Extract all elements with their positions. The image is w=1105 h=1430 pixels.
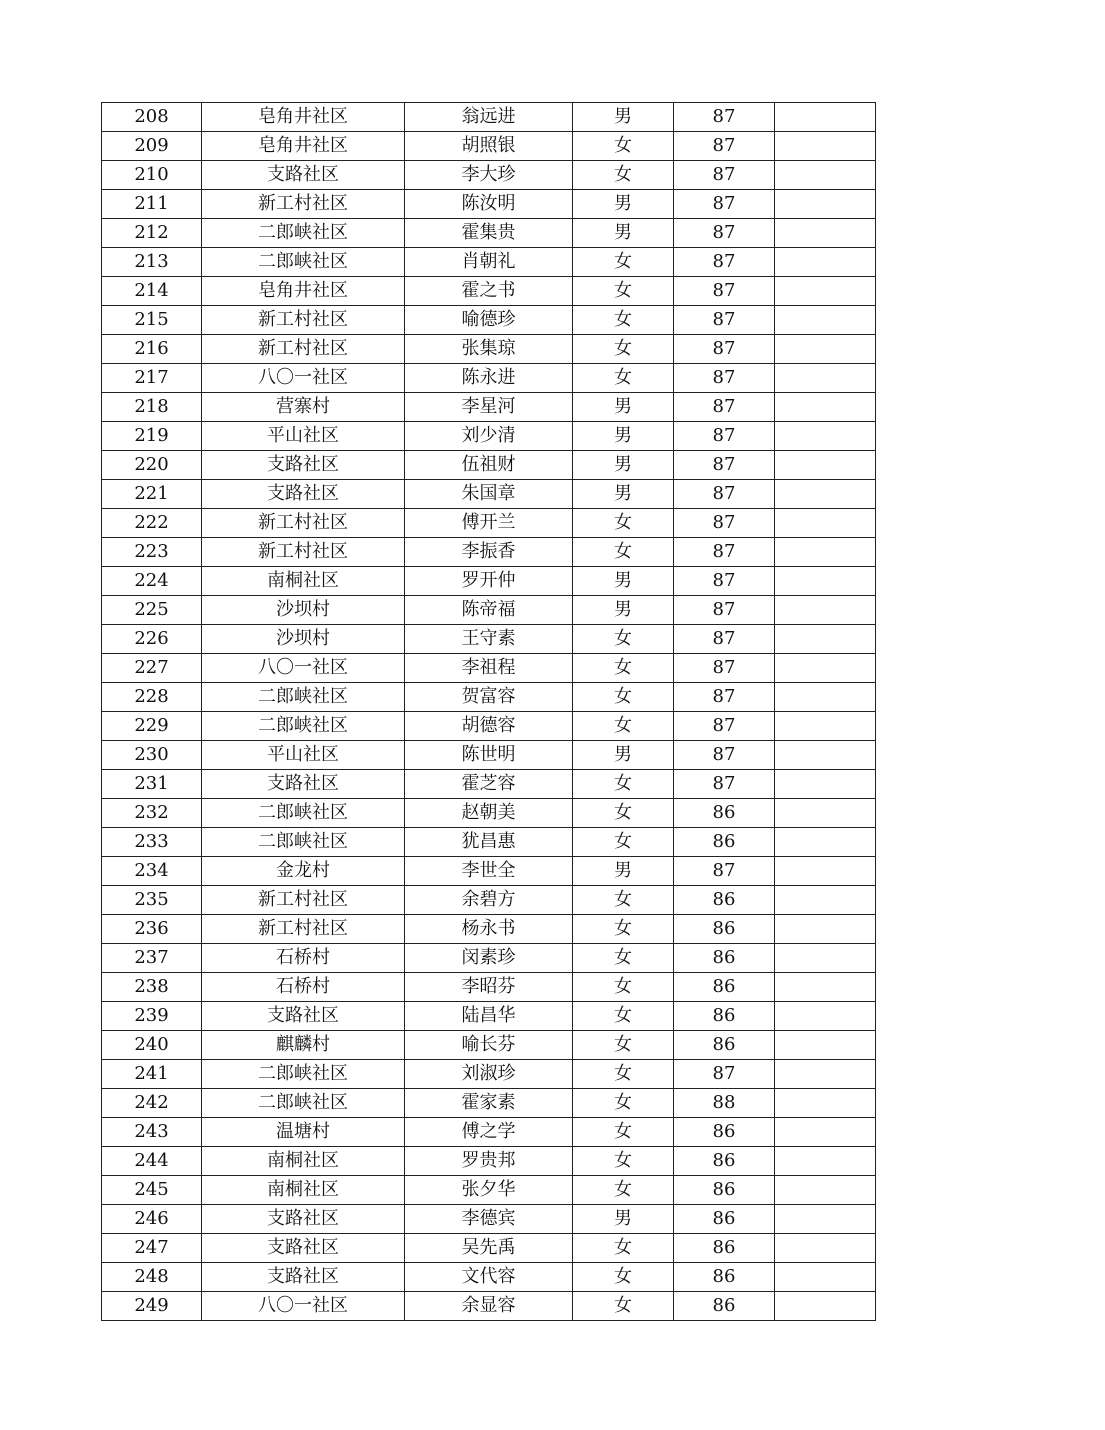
gender-cell: 女 bbox=[573, 132, 674, 161]
note-cell bbox=[775, 248, 876, 277]
note-cell bbox=[775, 1147, 876, 1176]
table-row bbox=[102, 1234, 876, 1263]
row-number-cell: 229 bbox=[102, 712, 202, 741]
score-cell: 87 bbox=[674, 741, 775, 770]
name-cell: 李祖程 bbox=[405, 654, 573, 683]
row-number-cell: 236 bbox=[102, 915, 202, 944]
community-cell: 支路社区 bbox=[202, 1263, 405, 1292]
score-cell: 87 bbox=[674, 567, 775, 596]
name-cell: 犹昌惠 bbox=[405, 828, 573, 857]
gender-cell: 女 bbox=[573, 306, 674, 335]
score-cell: 87 bbox=[674, 451, 775, 480]
community-cell: 温塘村 bbox=[202, 1118, 405, 1147]
table-row bbox=[102, 886, 876, 915]
note-cell bbox=[775, 1118, 876, 1147]
gender-cell: 女 bbox=[573, 1176, 674, 1205]
gender-cell: 女 bbox=[573, 1089, 674, 1118]
name-cell: 肖朝礼 bbox=[405, 248, 573, 277]
name-cell: 喻德珍 bbox=[405, 306, 573, 335]
name-cell: 霍集贵 bbox=[405, 219, 573, 248]
name-cell: 闵素珍 bbox=[405, 944, 573, 973]
gender-cell: 男 bbox=[573, 1205, 674, 1234]
note-cell bbox=[775, 712, 876, 741]
row-number-cell: 221 bbox=[102, 480, 202, 509]
score-cell: 86 bbox=[674, 1118, 775, 1147]
table-row bbox=[102, 625, 876, 654]
name-cell: 罗贵邦 bbox=[405, 1147, 573, 1176]
gender-cell: 男 bbox=[573, 857, 674, 886]
community-cell: 皂角井社区 bbox=[202, 103, 405, 132]
gender-cell: 女 bbox=[573, 1002, 674, 1031]
community-cell: 支路社区 bbox=[202, 480, 405, 509]
score-cell: 87 bbox=[674, 1060, 775, 1089]
community-cell: 支路社区 bbox=[202, 451, 405, 480]
table-row bbox=[102, 1147, 876, 1176]
community-cell: 新工村社区 bbox=[202, 915, 405, 944]
row-number-cell: 247 bbox=[102, 1234, 202, 1263]
gender-cell: 女 bbox=[573, 770, 674, 799]
gender-cell: 男 bbox=[573, 103, 674, 132]
table-row bbox=[102, 1176, 876, 1205]
score-cell: 87 bbox=[674, 306, 775, 335]
table-row bbox=[102, 335, 876, 364]
row-number-cell: 228 bbox=[102, 683, 202, 712]
community-cell: 沙坝村 bbox=[202, 596, 405, 625]
note-cell bbox=[775, 828, 876, 857]
row-number-cell: 241 bbox=[102, 1060, 202, 1089]
community-cell: 二郎峡社区 bbox=[202, 1060, 405, 1089]
gender-cell: 女 bbox=[573, 335, 674, 364]
community-cell: 二郎峡社区 bbox=[202, 799, 405, 828]
community-cell: 南桐社区 bbox=[202, 567, 405, 596]
row-number-cell: 230 bbox=[102, 741, 202, 770]
community-cell: 平山社区 bbox=[202, 741, 405, 770]
table-row bbox=[102, 248, 876, 277]
name-cell: 翁远进 bbox=[405, 103, 573, 132]
gender-cell: 女 bbox=[573, 973, 674, 1002]
score-cell: 86 bbox=[674, 1292, 775, 1321]
community-cell: 南桐社区 bbox=[202, 1147, 405, 1176]
name-cell: 李星河 bbox=[405, 393, 573, 422]
score-cell: 86 bbox=[674, 973, 775, 1002]
score-cell: 87 bbox=[674, 625, 775, 654]
note-cell bbox=[775, 306, 876, 335]
note-cell bbox=[775, 509, 876, 538]
name-cell: 李振香 bbox=[405, 538, 573, 567]
name-cell: 杨永书 bbox=[405, 915, 573, 944]
table-row bbox=[102, 538, 876, 567]
gender-cell: 男 bbox=[573, 393, 674, 422]
score-cell: 86 bbox=[674, 944, 775, 973]
table-row bbox=[102, 306, 876, 335]
community-cell: 支路社区 bbox=[202, 1002, 405, 1031]
note-cell bbox=[775, 393, 876, 422]
gender-cell: 女 bbox=[573, 799, 674, 828]
note-cell bbox=[775, 741, 876, 770]
gender-cell: 女 bbox=[573, 886, 674, 915]
table-row bbox=[102, 393, 876, 422]
name-cell: 文代容 bbox=[405, 1263, 573, 1292]
name-cell: 张夕华 bbox=[405, 1176, 573, 1205]
table-row bbox=[102, 1263, 876, 1292]
table-row bbox=[102, 190, 876, 219]
table-row bbox=[102, 828, 876, 857]
community-cell: 二郎峡社区 bbox=[202, 828, 405, 857]
row-number-cell: 231 bbox=[102, 770, 202, 799]
community-cell: 皂角井社区 bbox=[202, 132, 405, 161]
row-number-cell: 245 bbox=[102, 1176, 202, 1205]
table-row bbox=[102, 567, 876, 596]
row-number-cell: 212 bbox=[102, 219, 202, 248]
row-number-cell: 233 bbox=[102, 828, 202, 857]
note-cell bbox=[775, 1234, 876, 1263]
note-cell bbox=[775, 1060, 876, 1089]
community-cell: 新工村社区 bbox=[202, 538, 405, 567]
community-cell: 麒麟村 bbox=[202, 1031, 405, 1060]
note-cell bbox=[775, 132, 876, 161]
row-number-cell: 217 bbox=[102, 364, 202, 393]
note-cell bbox=[775, 480, 876, 509]
score-cell: 86 bbox=[674, 886, 775, 915]
name-cell: 贺富容 bbox=[405, 683, 573, 712]
note-cell bbox=[775, 886, 876, 915]
name-cell: 张集琼 bbox=[405, 335, 573, 364]
gender-cell: 女 bbox=[573, 712, 674, 741]
gender-cell: 女 bbox=[573, 1292, 674, 1321]
note-cell bbox=[775, 335, 876, 364]
table-row bbox=[102, 944, 876, 973]
table-row bbox=[102, 683, 876, 712]
table-row bbox=[102, 799, 876, 828]
row-number-cell: 224 bbox=[102, 567, 202, 596]
note-cell bbox=[775, 973, 876, 1002]
score-cell: 86 bbox=[674, 1263, 775, 1292]
gender-cell: 男 bbox=[573, 596, 674, 625]
note-cell bbox=[775, 422, 876, 451]
name-cell: 胡照银 bbox=[405, 132, 573, 161]
score-cell: 87 bbox=[674, 393, 775, 422]
note-cell bbox=[775, 915, 876, 944]
note-cell bbox=[775, 1002, 876, 1031]
note-cell bbox=[775, 654, 876, 683]
score-cell: 86 bbox=[674, 799, 775, 828]
name-cell: 赵朝美 bbox=[405, 799, 573, 828]
community-cell: 金龙村 bbox=[202, 857, 405, 886]
community-cell: 八〇一社区 bbox=[202, 364, 405, 393]
row-number-cell: 223 bbox=[102, 538, 202, 567]
note-cell bbox=[775, 538, 876, 567]
community-cell: 营寨村 bbox=[202, 393, 405, 422]
note-cell bbox=[775, 1263, 876, 1292]
table-row bbox=[102, 480, 876, 509]
row-number-cell: 244 bbox=[102, 1147, 202, 1176]
score-cell: 87 bbox=[674, 248, 775, 277]
table-row bbox=[102, 422, 876, 451]
table-row bbox=[102, 973, 876, 1002]
score-cell: 87 bbox=[674, 857, 775, 886]
gender-cell: 女 bbox=[573, 654, 674, 683]
row-number-cell: 232 bbox=[102, 799, 202, 828]
row-number-cell: 220 bbox=[102, 451, 202, 480]
name-cell: 李大珍 bbox=[405, 161, 573, 190]
community-cell: 沙坝村 bbox=[202, 625, 405, 654]
name-cell: 霍芝容 bbox=[405, 770, 573, 799]
community-cell: 新工村社区 bbox=[202, 509, 405, 538]
name-cell: 傅开兰 bbox=[405, 509, 573, 538]
community-cell: 二郎峡社区 bbox=[202, 219, 405, 248]
community-cell: 支路社区 bbox=[202, 1234, 405, 1263]
gender-cell: 女 bbox=[573, 1060, 674, 1089]
name-cell: 陈汝明 bbox=[405, 190, 573, 219]
community-cell: 石桥村 bbox=[202, 973, 405, 1002]
table-row bbox=[102, 161, 876, 190]
row-number-cell: 222 bbox=[102, 509, 202, 538]
name-cell: 胡德容 bbox=[405, 712, 573, 741]
roster-table bbox=[101, 102, 876, 1321]
gender-cell: 女 bbox=[573, 538, 674, 567]
row-number-cell: 242 bbox=[102, 1089, 202, 1118]
name-cell: 陈世明 bbox=[405, 741, 573, 770]
community-cell: 二郎峡社区 bbox=[202, 248, 405, 277]
note-cell bbox=[775, 567, 876, 596]
gender-cell: 女 bbox=[573, 1234, 674, 1263]
name-cell: 吴先禹 bbox=[405, 1234, 573, 1263]
note-cell bbox=[775, 190, 876, 219]
row-number-cell: 215 bbox=[102, 306, 202, 335]
table-row bbox=[102, 1060, 876, 1089]
note-cell bbox=[775, 770, 876, 799]
name-cell: 傅之学 bbox=[405, 1118, 573, 1147]
gender-cell: 女 bbox=[573, 683, 674, 712]
roster-table-body bbox=[102, 103, 876, 1321]
score-cell: 88 bbox=[674, 1089, 775, 1118]
row-number-cell: 209 bbox=[102, 132, 202, 161]
row-number-cell: 208 bbox=[102, 103, 202, 132]
name-cell: 李世全 bbox=[405, 857, 573, 886]
score-cell: 86 bbox=[674, 1031, 775, 1060]
gender-cell: 女 bbox=[573, 248, 674, 277]
row-number-cell: 248 bbox=[102, 1263, 202, 1292]
table-row bbox=[102, 451, 876, 480]
community-cell: 八〇一社区 bbox=[202, 654, 405, 683]
score-cell: 87 bbox=[674, 190, 775, 219]
name-cell: 陈帝福 bbox=[405, 596, 573, 625]
community-cell: 二郎峡社区 bbox=[202, 683, 405, 712]
name-cell: 李德宾 bbox=[405, 1205, 573, 1234]
community-cell: 支路社区 bbox=[202, 1205, 405, 1234]
score-cell: 87 bbox=[674, 335, 775, 364]
note-cell bbox=[775, 161, 876, 190]
name-cell: 陆昌华 bbox=[405, 1002, 573, 1031]
note-cell bbox=[775, 596, 876, 625]
score-cell: 86 bbox=[674, 1234, 775, 1263]
row-number-cell: 243 bbox=[102, 1118, 202, 1147]
name-cell: 伍祖财 bbox=[405, 451, 573, 480]
row-number-cell: 246 bbox=[102, 1205, 202, 1234]
community-cell: 石桥村 bbox=[202, 944, 405, 973]
name-cell: 刘淑珍 bbox=[405, 1060, 573, 1089]
row-number-cell: 214 bbox=[102, 277, 202, 306]
score-cell: 87 bbox=[674, 103, 775, 132]
community-cell: 支路社区 bbox=[202, 770, 405, 799]
score-cell: 87 bbox=[674, 422, 775, 451]
row-number-cell: 238 bbox=[102, 973, 202, 1002]
gender-cell: 女 bbox=[573, 1118, 674, 1147]
gender-cell: 男 bbox=[573, 567, 674, 596]
row-number-cell: 234 bbox=[102, 857, 202, 886]
community-cell: 皂角井社区 bbox=[202, 277, 405, 306]
score-cell: 87 bbox=[674, 683, 775, 712]
name-cell: 余碧方 bbox=[405, 886, 573, 915]
gender-cell: 男 bbox=[573, 219, 674, 248]
table-row bbox=[102, 915, 876, 944]
community-cell: 南桐社区 bbox=[202, 1176, 405, 1205]
gender-cell: 女 bbox=[573, 161, 674, 190]
score-cell: 87 bbox=[674, 596, 775, 625]
table-row bbox=[102, 219, 876, 248]
table-row bbox=[102, 1205, 876, 1234]
note-cell bbox=[775, 944, 876, 973]
gender-cell: 女 bbox=[573, 1031, 674, 1060]
score-cell: 86 bbox=[674, 1176, 775, 1205]
row-number-cell: 225 bbox=[102, 596, 202, 625]
community-cell: 新工村社区 bbox=[202, 190, 405, 219]
name-cell: 刘少清 bbox=[405, 422, 573, 451]
score-cell: 87 bbox=[674, 480, 775, 509]
note-cell bbox=[775, 1176, 876, 1205]
gender-cell: 男 bbox=[573, 451, 674, 480]
name-cell: 喻长芬 bbox=[405, 1031, 573, 1060]
gender-cell: 男 bbox=[573, 190, 674, 219]
note-cell bbox=[775, 683, 876, 712]
table-row bbox=[102, 741, 876, 770]
score-cell: 87 bbox=[674, 538, 775, 567]
gender-cell: 男 bbox=[573, 422, 674, 451]
table-row bbox=[102, 364, 876, 393]
gender-cell: 女 bbox=[573, 364, 674, 393]
name-cell: 霍之书 bbox=[405, 277, 573, 306]
gender-cell: 女 bbox=[573, 944, 674, 973]
gender-cell: 女 bbox=[573, 277, 674, 306]
gender-cell: 女 bbox=[573, 828, 674, 857]
name-cell: 朱国章 bbox=[405, 480, 573, 509]
row-number-cell: 237 bbox=[102, 944, 202, 973]
community-cell: 新工村社区 bbox=[202, 886, 405, 915]
note-cell bbox=[775, 103, 876, 132]
community-cell: 支路社区 bbox=[202, 161, 405, 190]
note-cell bbox=[775, 1205, 876, 1234]
score-cell: 87 bbox=[674, 219, 775, 248]
note-cell bbox=[775, 799, 876, 828]
note-cell bbox=[775, 1031, 876, 1060]
row-number-cell: 210 bbox=[102, 161, 202, 190]
note-cell bbox=[775, 219, 876, 248]
score-cell: 87 bbox=[674, 132, 775, 161]
row-number-cell: 226 bbox=[102, 625, 202, 654]
score-cell: 87 bbox=[674, 712, 775, 741]
gender-cell: 女 bbox=[573, 1263, 674, 1292]
row-number-cell: 227 bbox=[102, 654, 202, 683]
community-cell: 平山社区 bbox=[202, 422, 405, 451]
community-cell: 二郎峡社区 bbox=[202, 1089, 405, 1118]
table-row bbox=[102, 596, 876, 625]
community-cell: 新工村社区 bbox=[202, 306, 405, 335]
name-cell: 罗开仲 bbox=[405, 567, 573, 596]
score-cell: 87 bbox=[674, 364, 775, 393]
score-cell: 86 bbox=[674, 915, 775, 944]
score-cell: 87 bbox=[674, 509, 775, 538]
community-cell: 二郎峡社区 bbox=[202, 712, 405, 741]
table-row bbox=[102, 712, 876, 741]
score-cell: 87 bbox=[674, 161, 775, 190]
row-number-cell: 249 bbox=[102, 1292, 202, 1321]
row-number-cell: 211 bbox=[102, 190, 202, 219]
table-row bbox=[102, 1118, 876, 1147]
note-cell bbox=[775, 857, 876, 886]
community-cell: 新工村社区 bbox=[202, 335, 405, 364]
gender-cell: 女 bbox=[573, 625, 674, 654]
gender-cell: 女 bbox=[573, 1147, 674, 1176]
score-cell: 86 bbox=[674, 1002, 775, 1031]
gender-cell: 男 bbox=[573, 480, 674, 509]
table-row bbox=[102, 103, 876, 132]
table-row bbox=[102, 1031, 876, 1060]
note-cell bbox=[775, 625, 876, 654]
name-cell: 陈永进 bbox=[405, 364, 573, 393]
row-number-cell: 240 bbox=[102, 1031, 202, 1060]
row-number-cell: 218 bbox=[102, 393, 202, 422]
note-cell bbox=[775, 1089, 876, 1118]
table-row bbox=[102, 857, 876, 886]
score-cell: 87 bbox=[674, 277, 775, 306]
note-cell bbox=[775, 1292, 876, 1321]
row-number-cell: 213 bbox=[102, 248, 202, 277]
name-cell: 霍家素 bbox=[405, 1089, 573, 1118]
row-number-cell: 239 bbox=[102, 1002, 202, 1031]
score-cell: 86 bbox=[674, 1147, 775, 1176]
name-cell: 余显容 bbox=[405, 1292, 573, 1321]
table-row bbox=[102, 132, 876, 161]
score-cell: 87 bbox=[674, 770, 775, 799]
table-row bbox=[102, 1002, 876, 1031]
name-cell: 王守素 bbox=[405, 625, 573, 654]
score-cell: 86 bbox=[674, 828, 775, 857]
row-number-cell: 235 bbox=[102, 886, 202, 915]
table-row bbox=[102, 1089, 876, 1118]
table-row bbox=[102, 277, 876, 306]
table-row bbox=[102, 654, 876, 683]
table-row bbox=[102, 1292, 876, 1321]
note-cell bbox=[775, 451, 876, 480]
score-cell: 86 bbox=[674, 1205, 775, 1234]
gender-cell: 女 bbox=[573, 915, 674, 944]
note-cell bbox=[775, 364, 876, 393]
gender-cell: 男 bbox=[573, 741, 674, 770]
table-row bbox=[102, 770, 876, 799]
table-row bbox=[102, 509, 876, 538]
row-number-cell: 216 bbox=[102, 335, 202, 364]
row-number-cell: 219 bbox=[102, 422, 202, 451]
gender-cell: 女 bbox=[573, 509, 674, 538]
name-cell: 李昭芬 bbox=[405, 973, 573, 1002]
note-cell bbox=[775, 277, 876, 306]
community-cell: 八〇一社区 bbox=[202, 1292, 405, 1321]
score-cell: 87 bbox=[674, 654, 775, 683]
